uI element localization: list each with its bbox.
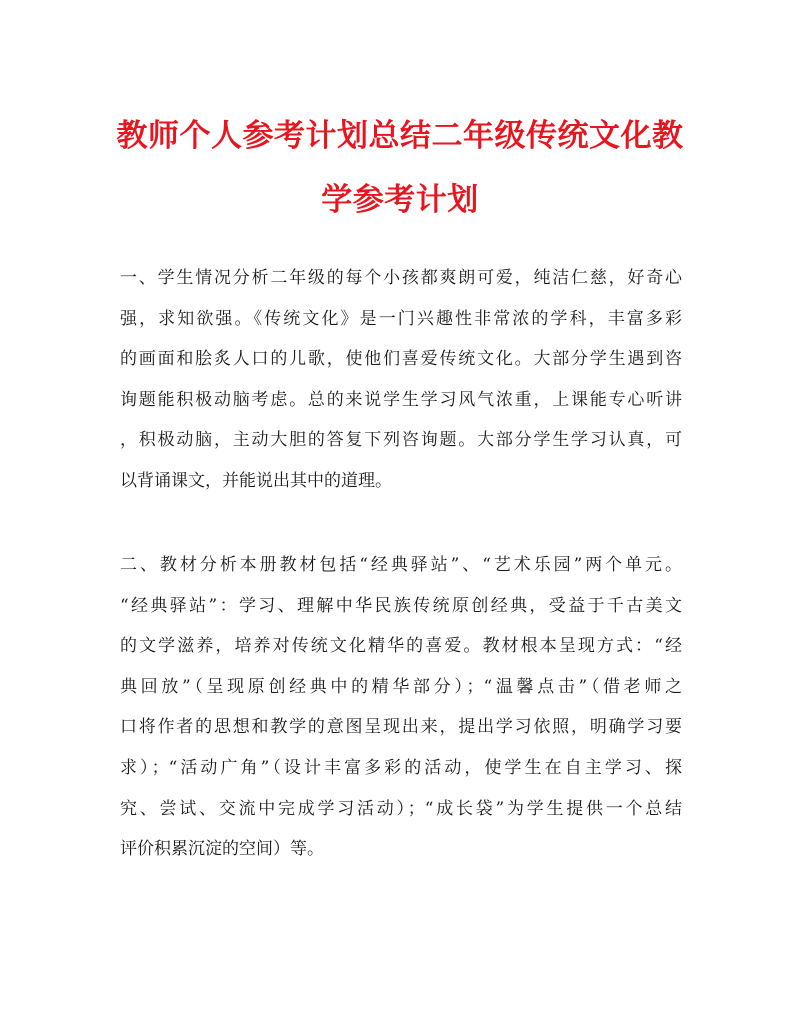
text-line: 求）；“活动广角”（设计丰富多彩的活动，使学生在自主学习、探 (120, 757, 682, 778)
text-line: 强，求知欲强。《传统文化》是一门兴趣性非常浓的学科，丰富多彩 (120, 308, 682, 329)
text-line: 评价积累沉淀的空间）等。 (120, 839, 324, 860)
text-line: 究、尝试、交流中完成学习活动）；“成长袋”为学生提供一个总结 (120, 798, 682, 819)
text-line: 以背诵课文，并能说出其中的道理。 (120, 470, 392, 491)
text-line: 的文学滋养，培养对传统文化精华的喜爱。教材根本呈现方式：“经 (120, 636, 682, 657)
paragraph-textbook-analysis (120, 545, 682, 870)
title-line: 学参考计划 (321, 182, 479, 218)
text-line: 询题能积极动脑考虑。总的来说学生学习风气浓重，上课能专心听讲 (120, 389, 682, 410)
text-line: ，积极动脑，主动大胆的答复下列咨询题。大部分学生学习认真，可 (120, 430, 682, 451)
text-line: 口将作者的思想和教学的意图呈现出来，提出学习依照，明确学习要 (120, 717, 682, 738)
text-line: 一、学生情况分析二年级的每个小孩都爽朗可爱，纯洁仁慈，好奇心 (120, 268, 682, 288)
document-title (100, 104, 700, 232)
title-line: 教师个人参考计划总结二年级传统文化教 (116, 118, 684, 154)
text-line: “经典驿站”：学习、理解中华民族传统原创经典，受益于千古美文 (120, 595, 682, 616)
paragraph-student-analysis (120, 258, 682, 502)
text-line: 的画面和脍炙人口的儿歌，使他们喜爱传统文化。大部分学生遇到咨 (120, 349, 682, 370)
text-line: 二、教材分析本册教材包括“经典驿站”、“艺术乐园”两个单元。 (120, 555, 682, 575)
text-line: 典回放”（呈现原创经典中的精华部分）；“温馨点击”（借老师之 (120, 676, 682, 697)
